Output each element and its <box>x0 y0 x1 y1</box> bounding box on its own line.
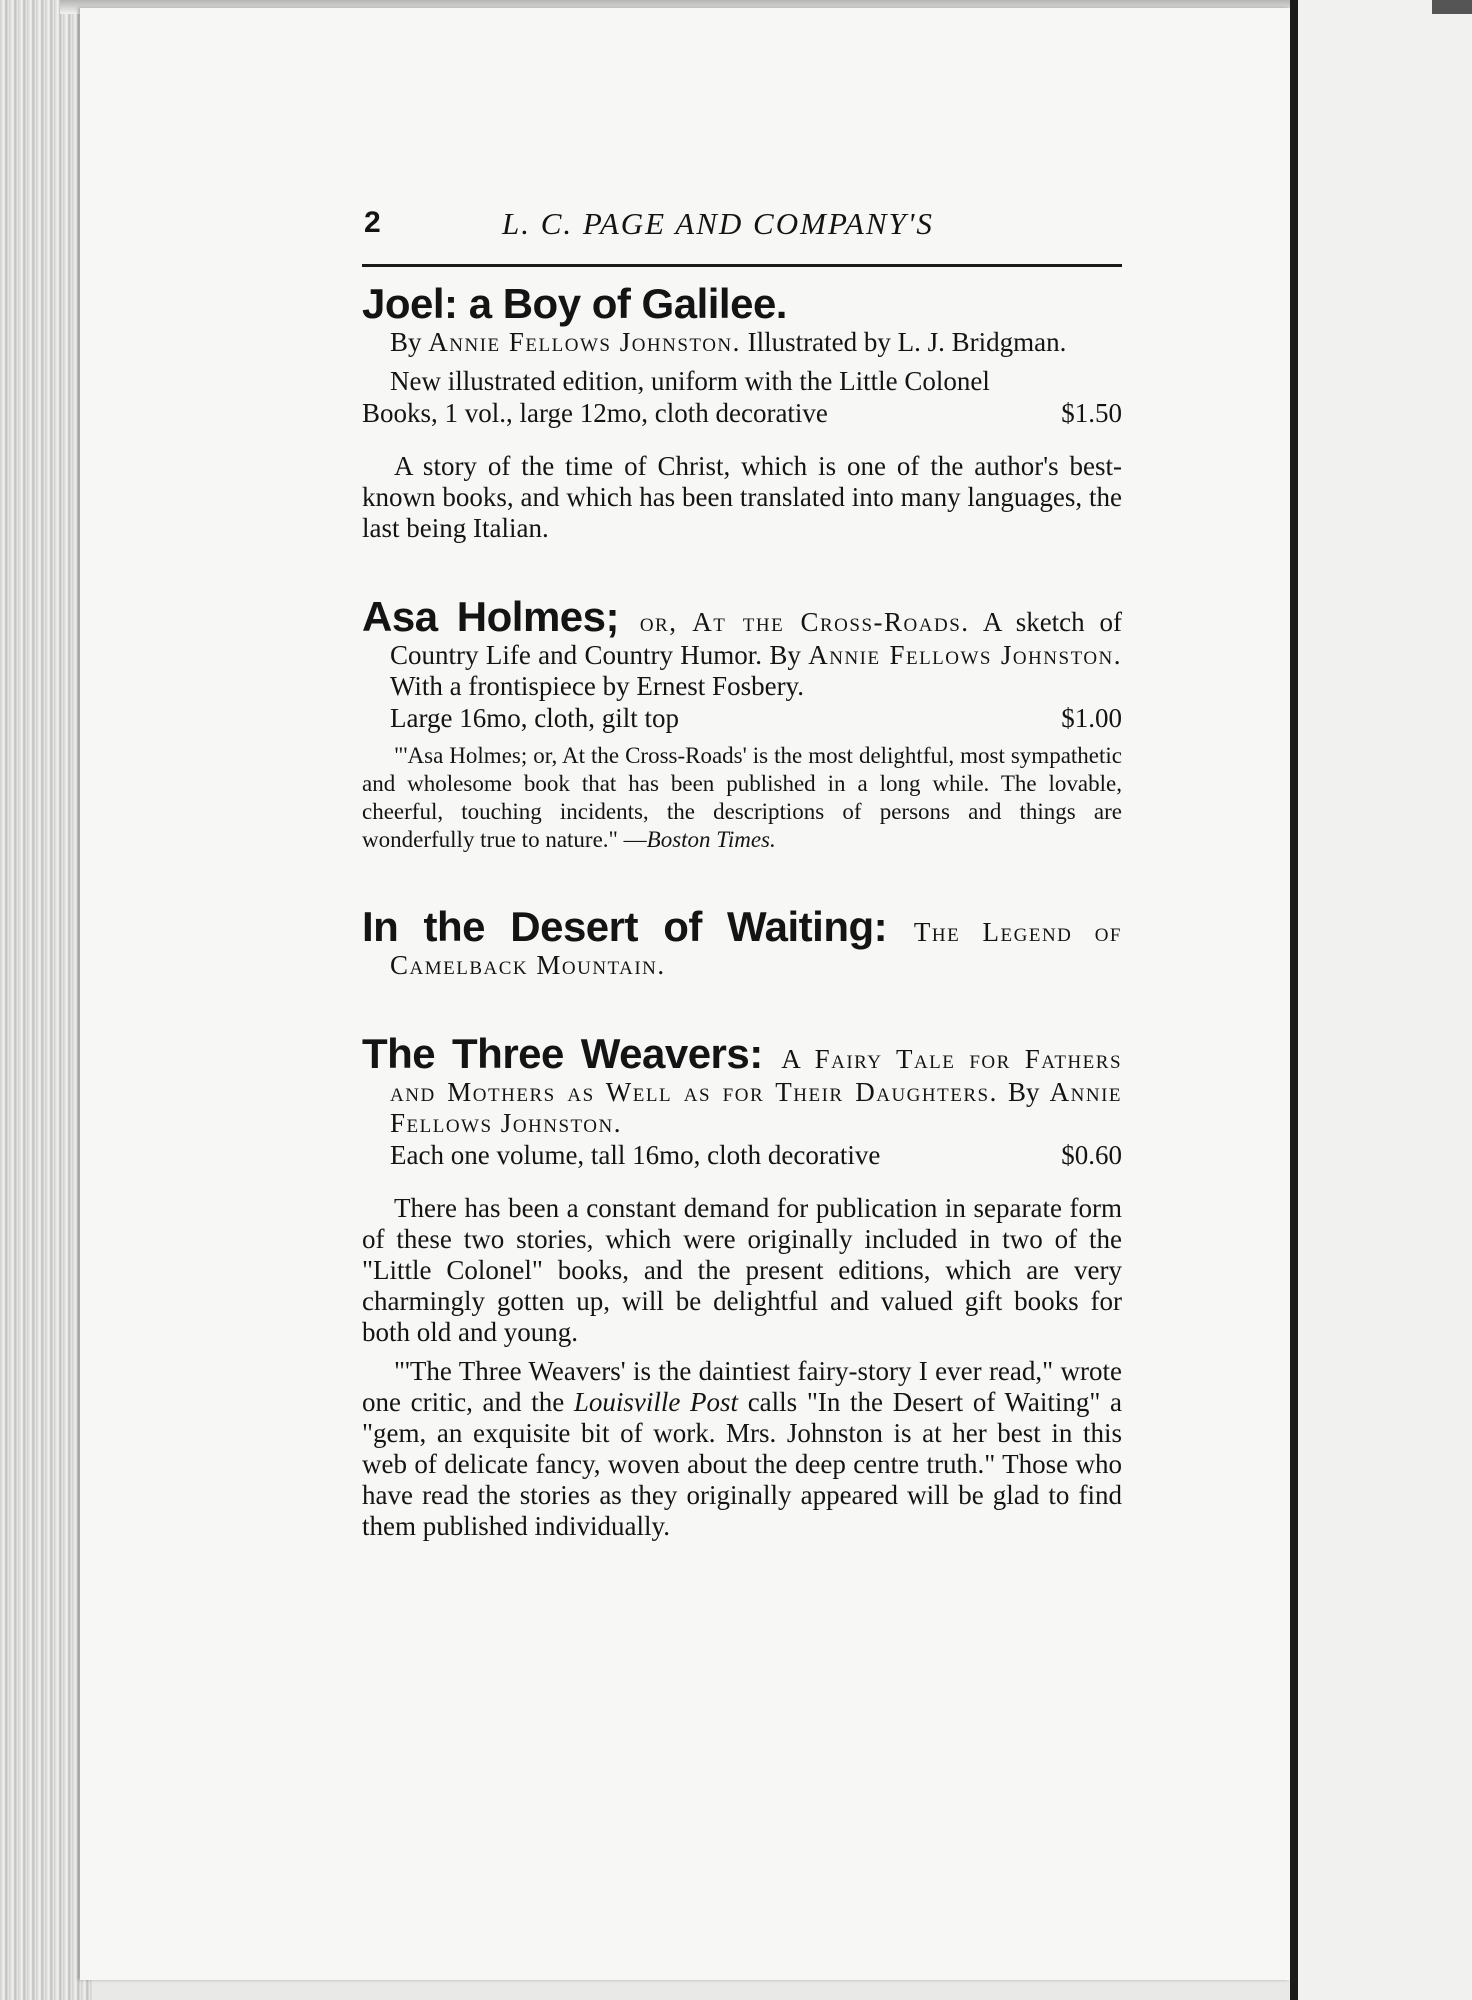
publisher-heading: L. C. PAGE AND COMPANY'S <box>502 206 934 241</box>
entry-heading <box>362 594 1122 702</box>
price: $1.50 <box>1061 398 1122 428</box>
book-entry-asa-holmes <box>362 594 1122 854</box>
entry-subtitle: or, At the Cross-Roads. <box>639 607 970 637</box>
quote-source: Boston Times. <box>646 827 776 852</box>
right-page <box>1298 0 1472 2000</box>
edition-note: New illustrated edition, uniform with the Little Colonel <box>390 366 990 396</box>
book-spine <box>1290 0 1298 2000</box>
format-line: Each one volume, tall 16mo, cloth decorative $0.60 <box>390 1140 1122 1170</box>
entry-title: Asa Holmes; <box>362 593 619 640</box>
entry-title: The Three Weavers: <box>362 1030 763 1077</box>
entry-subtitle: The Legend of Camelback Mountain. <box>390 917 1122 980</box>
book-page-edges <box>0 0 92 2000</box>
entry-heading <box>362 904 1122 981</box>
entry-title: Joel: a Boy of Galilee. <box>362 280 787 327</box>
author-name: Annie Fellows Johnston. <box>428 327 741 357</box>
illustrator: Illustrated by L. J. Bridgman. <box>747 327 1067 357</box>
review-quote: "'Asa Holmes; or, At the Cross-Roads' is the most delightful, most sympathetic and wholesome book that has been published in a long while. The lovable, cheerful, touching incidents, the descriptions of persons and things are wonderfully true to nature." —Boston Times. <box>362 743 1122 852</box>
entry-byline: By Annie Fellows Johnston. Illustrated by L. J. Bridgman. <box>390 327 1067 357</box>
entry-description: There has been a constant demand for publication in separate form of these two stories, which were originally included in two of the "Little Colonel" books, and the present editions, which are very charmingly gotten up, will be delightful and valued gift books for both old and young. <box>362 1193 1122 1347</box>
book-entry-joel <box>362 281 1122 544</box>
newspaper-name: Louisville Post <box>573 1387 739 1417</box>
page-content <box>362 200 1122 1542</box>
entry-description-head: A sketch of Country Life and Country Humor. By <box>390 607 1122 670</box>
critic-paragraph: "'The Three Weavers' is the daintiest fairy-story I ever read," wrote one critic, and the Louisville Post calls "In the Desert of Waiting" a "gem, an exquisite bit of work. Mrs. Johnston is at her best in this web of delicate fancy, woven about the deep centre truth." Those who have read the stories as they originally appeared will be glad to find them published individually. <box>362 1356 1122 1541</box>
header-rule <box>362 264 1122 267</box>
page-number: 2 <box>364 206 382 239</box>
price: $1.00 <box>1061 703 1122 733</box>
author-name: Annie Fellows Johnston. <box>390 1077 1122 1138</box>
frontispiece-note: With a frontispiece by Ernest Fosbery. <box>390 671 805 701</box>
book-cover-corner <box>1432 0 1472 14</box>
entry-subtitle: A Fairy Tale for Fathers and Mothers as Well as for Their Daughters. <box>390 1044 1123 1107</box>
author-name: Annie Fellows Johnston. <box>808 640 1123 670</box>
entry-description: A story of the time of Christ, which is one of the author's best-known books, and which has been translated into many languages, the last being Italian. <box>362 451 1122 543</box>
price: $0.60 <box>1061 1140 1122 1170</box>
book-entry-desert-of-waiting <box>362 904 1122 981</box>
entry-heading: The Three Weavers: A Fairy Tale for Fathers and Mothers as Well as for Their Daughters. By Annie Fellows Johnston. <box>362 1030 1123 1138</box>
format-line: Books, 1 vol., large 12mo, cloth decorative $1.50 <box>362 398 1122 428</box>
running-head <box>362 200 1122 244</box>
book-entry-three-weavers <box>362 1031 1122 1542</box>
entry-title: In the Desert of Waiting: <box>362 903 888 950</box>
format-line: Large 16mo, cloth, gilt top $1.00 <box>390 703 1122 733</box>
